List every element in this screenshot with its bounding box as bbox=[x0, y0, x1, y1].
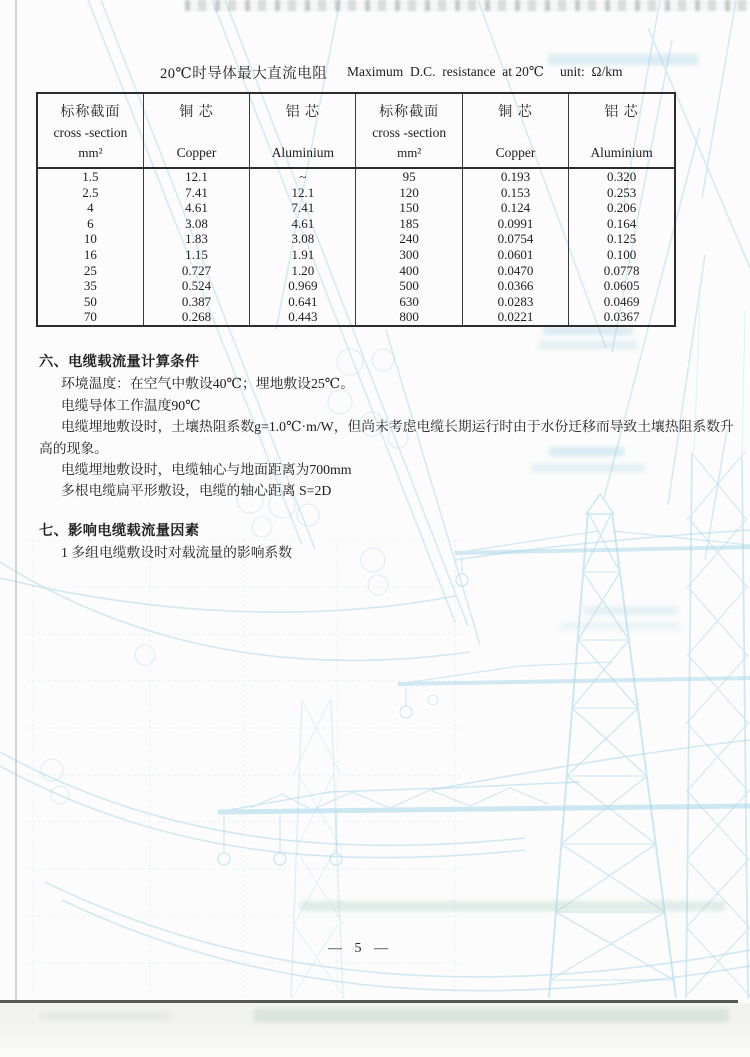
table-cell: 0.0754 bbox=[462, 231, 568, 247]
table-cell: 400 bbox=[356, 263, 462, 279]
power-lines-catenary bbox=[0, 530, 750, 991]
table-cell: 1.20 bbox=[250, 263, 356, 279]
header-label-cn: 标称截面 bbox=[379, 105, 440, 120]
table-cell: 500 bbox=[356, 278, 462, 294]
header-label-unit: mm² bbox=[397, 145, 422, 160]
ghost-grid bbox=[28, 540, 460, 998]
table-cell: 0.387 bbox=[143, 294, 249, 310]
table-cell: 35 bbox=[83, 278, 97, 294]
table-cell: 1.15 bbox=[143, 247, 249, 263]
table-cell: 0.100 bbox=[569, 247, 675, 263]
ghost-text-artifact bbox=[254, 1009, 729, 1022]
table-row bbox=[37, 185, 675, 201]
table-row bbox=[37, 294, 675, 310]
table-cell: 0.193 bbox=[462, 168, 568, 185]
header-label-en: Copper bbox=[176, 145, 217, 160]
header-label-en: Aluminium bbox=[590, 145, 653, 160]
table-cell: 4.61 bbox=[143, 200, 249, 216]
table-cell: 0.524 bbox=[143, 278, 249, 294]
body-text bbox=[39, 352, 734, 564]
table-cell: 3.08 bbox=[250, 231, 356, 247]
scan-artifact-left-edge bbox=[15, 0, 17, 1001]
table-cell: 3.08 bbox=[143, 216, 249, 232]
table-cell: 10 bbox=[83, 231, 97, 247]
header-aluminium-2 bbox=[569, 93, 675, 168]
ghost-text-artifact bbox=[583, 606, 678, 615]
table-cell: 0.125 bbox=[569, 231, 675, 247]
table-cell: 0.0601 bbox=[462, 247, 568, 263]
header-cross-section-1 bbox=[37, 93, 143, 168]
dc-resistance-table bbox=[36, 92, 676, 327]
table-cell: 0.641 bbox=[250, 294, 356, 310]
table-cell: 0.0221 bbox=[462, 309, 568, 326]
table-cell: 1.83 bbox=[143, 231, 249, 247]
ghost-text-artifact bbox=[40, 1012, 170, 1020]
header-label-cn: 铜 芯 bbox=[498, 105, 533, 120]
table-cell: 300 bbox=[356, 247, 462, 263]
table-cell: 70 bbox=[83, 309, 97, 325]
header-label-en: Aluminium bbox=[271, 145, 334, 160]
header-copper-1 bbox=[143, 93, 249, 168]
main-tower bbox=[549, 494, 676, 998]
table-cell: 0.153 bbox=[462, 185, 568, 201]
section-heading: 七、影响电缆载流量因素 bbox=[39, 522, 200, 539]
table-row bbox=[37, 216, 675, 232]
header-label-en: cross -section bbox=[53, 125, 128, 140]
table-cell: 1.91 bbox=[250, 247, 356, 263]
table-cell: 16 bbox=[83, 246, 97, 262]
table-row bbox=[37, 309, 675, 326]
table-cell: 25 bbox=[83, 262, 97, 278]
table-title-english: Maximum D.C. resistance at 20℃ bbox=[347, 64, 544, 79]
section-heading: 六、电缆载流量计算条件 bbox=[39, 354, 200, 370]
section-line: 高的现象。 bbox=[39, 440, 108, 456]
table-cell: 2.5 bbox=[82, 184, 99, 200]
header-label-unit: mm² bbox=[78, 145, 103, 160]
table-cell: 630 bbox=[356, 294, 462, 310]
section-line: 电缆埋地敷设时，电缆轴心与地面距离为700mm bbox=[61, 462, 352, 478]
header-label-en: cross -section bbox=[372, 125, 447, 140]
table-title-chinese: 20℃时导体最大直流电阻 bbox=[160, 66, 328, 82]
table-cell: 50 bbox=[83, 293, 97, 309]
section bbox=[39, 521, 724, 564]
table-cell: 7.41 bbox=[250, 200, 356, 216]
table-header-row bbox=[37, 93, 675, 168]
header-label-cn: 铜 芯 bbox=[179, 105, 214, 120]
table-cell: 185 bbox=[356, 216, 462, 232]
table-cell: 120 bbox=[356, 185, 462, 201]
table-cell: 0.0470 bbox=[462, 263, 568, 279]
table-cell: 0.0991 bbox=[462, 216, 568, 232]
table-cell: 1.5 bbox=[82, 169, 99, 184]
table-row bbox=[37, 247, 675, 263]
table-cell: 0.0283 bbox=[462, 294, 568, 310]
table-cell: 12.1 bbox=[250, 185, 356, 201]
ghost-text-artifact bbox=[560, 622, 680, 630]
section bbox=[39, 352, 734, 502]
table-cell: 240 bbox=[356, 231, 462, 247]
table-row bbox=[37, 168, 675, 185]
table-cell: 0.320 bbox=[569, 168, 675, 185]
header-label-cn: 铝 芯 bbox=[285, 105, 321, 120]
header-label-cn: 铝 芯 bbox=[604, 105, 639, 120]
table-header bbox=[37, 93, 675, 168]
header-label-cn: 标称截面 bbox=[60, 105, 121, 120]
table-cell: 0.253 bbox=[569, 185, 675, 201]
header-label-en: Copper bbox=[495, 145, 536, 160]
table-cell: 0.443 bbox=[250, 309, 356, 326]
header-cross-section-2 bbox=[356, 93, 462, 168]
table-cell: 0.206 bbox=[569, 200, 675, 216]
section-line: 电缆埋地敷设时，土壤热阻系数g=1.0℃·m/W，但尚未考虑电缆长期运行时由于水份迁移而导致土壤热阻系数升 bbox=[61, 419, 734, 435]
table-row bbox=[37, 231, 675, 247]
section-line: 环境温度：在空气中敷设40℃；埋地敷设25℃。 bbox=[61, 376, 355, 392]
table-cell: 0.0605 bbox=[569, 278, 675, 294]
table-cell: 800 bbox=[356, 309, 462, 326]
section-line: 1 多组电缆敷设时对载流量的影响系数 bbox=[61, 545, 293, 561]
table-cell: 0.0367 bbox=[569, 309, 675, 326]
ghost-text-artifact bbox=[538, 341, 638, 349]
header-copper-2 bbox=[462, 93, 568, 168]
table-cell: 12.1 bbox=[143, 168, 249, 185]
section-line: 多根电缆扁平形敷设，电缆的轴心距离 S=2D bbox=[61, 483, 332, 499]
table-row bbox=[37, 200, 675, 216]
page-bottom-edge bbox=[0, 1000, 738, 1003]
table-body bbox=[37, 168, 675, 326]
table-cell: 0.268 bbox=[143, 309, 249, 326]
scan-artifact-top-edge bbox=[185, 0, 750, 11]
table-cell: 0.727 bbox=[143, 263, 249, 279]
table-cell: 0.969 bbox=[250, 278, 356, 294]
table-cell: 95 bbox=[356, 168, 462, 185]
table-cell: ~ bbox=[250, 168, 356, 185]
table-cell: 150 bbox=[356, 200, 462, 216]
unit-label: unit: Ω/km bbox=[560, 64, 623, 79]
table-cell: 0.0469 bbox=[569, 294, 675, 310]
table-cell: 4 bbox=[87, 200, 94, 216]
table-cell: 4.61 bbox=[250, 216, 356, 232]
header-aluminium-1 bbox=[250, 93, 356, 168]
table-cell: 0.0778 bbox=[569, 263, 675, 279]
table-cell: 7.41 bbox=[143, 185, 249, 201]
page-number: — 5 — bbox=[328, 941, 388, 956]
ghost-text-artifact bbox=[543, 327, 633, 335]
ghost-text-artifact bbox=[300, 901, 725, 911]
table-cell: 0.124 bbox=[462, 200, 568, 216]
table-cell: 6 bbox=[87, 215, 94, 231]
table-row bbox=[37, 263, 675, 279]
table-cell: 0.164 bbox=[569, 216, 675, 232]
table-row bbox=[37, 278, 675, 294]
table-cell: 0.0366 bbox=[462, 278, 568, 294]
section-line: 电缆导体工作温度90℃ bbox=[61, 397, 201, 413]
